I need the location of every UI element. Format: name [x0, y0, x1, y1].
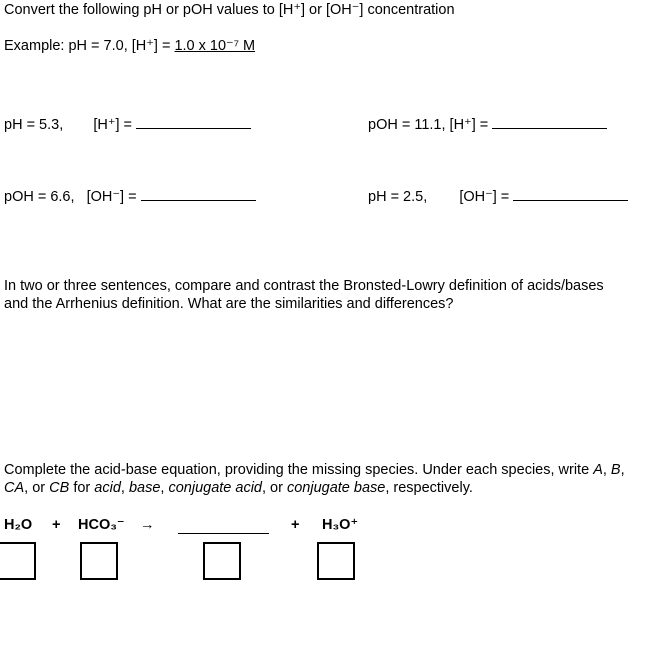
- question-2: In two or three sentences, compare and contrast the Bronsted-Lowry definition of acids/bases and the Arrhenius definition. What are the similarities and differences?: [4, 278, 604, 312]
- question-3: Complete the acid-base equation, providing the missing species. Under each species, write A, B, CA, or CB for acid, base, conjugate acid, or conjugate base, respectively.: [4, 462, 625, 496]
- problem-2: [368, 114, 607, 133]
- species-h2o: H₂O: [4, 517, 33, 533]
- instructions-title: Convert the following pH or pOH values to [H⁺] or [OH⁻] concentration: [4, 2, 455, 18]
- answer-blank-2[interactable]: [492, 114, 607, 129]
- q3-meaning-conj-acid: conjugate acid: [168, 480, 262, 496]
- problem-1-given: pH = 5.3,: [4, 117, 64, 133]
- problem-2-given: pOH = 11.1,: [368, 117, 446, 133]
- q3-intro: Complete the acid-base equation, providing the missing species. Under each species, write: [4, 462, 594, 478]
- answer-blank-3[interactable]: [141, 186, 256, 201]
- plus-sign-2: +: [291, 517, 300, 533]
- answer-blank-4[interactable]: [513, 186, 628, 201]
- q3-label-a: A: [593, 462, 603, 478]
- missing-species-blank[interactable]: [178, 519, 269, 534]
- label-box-1[interactable]: [0, 542, 36, 580]
- label-box-3[interactable]: [203, 542, 241, 580]
- label-box-4[interactable]: [317, 542, 355, 580]
- problem-3: [4, 186, 256, 205]
- species-hco3: HCO₃⁻: [78, 517, 125, 533]
- answer-blank-1[interactable]: [136, 114, 251, 129]
- q3-meaning-base: base: [128, 480, 161, 496]
- example-prefix: Example: pH = 7.0, [H⁺] =: [4, 38, 175, 54]
- example-answer: 1.0 x 10⁻⁷ M: [174, 38, 256, 54]
- q3-label-b: B: [610, 462, 621, 478]
- problem-4-given: pH = 2.5,: [368, 189, 428, 205]
- q3-meaning-conj-base: conjugate base: [286, 480, 386, 496]
- problem-1-target: [H⁺] =: [93, 117, 132, 133]
- q3-suffix: , respectively.: [385, 480, 473, 496]
- arrow-icon: →: [140, 517, 155, 533]
- q3-label-ca: CA: [4, 480, 25, 496]
- problem-4: [368, 186, 628, 205]
- q3-meaning-acid: acid: [94, 480, 121, 496]
- problem-2-target: [H⁺] =: [449, 117, 489, 133]
- problem-4-target: [OH⁻] =: [459, 189, 510, 205]
- label-box-2[interactable]: [80, 542, 118, 580]
- example-line: [4, 38, 255, 54]
- species-h3o: H₃O⁺: [322, 517, 359, 533]
- q3-label-cb: CB: [49, 480, 70, 496]
- problem-3-given: pOH = 6.6,: [4, 189, 75, 205]
- plus-sign-1: +: [52, 517, 61, 533]
- problem-3-target: [OH⁻] =: [86, 189, 137, 205]
- problem-1: [4, 114, 251, 133]
